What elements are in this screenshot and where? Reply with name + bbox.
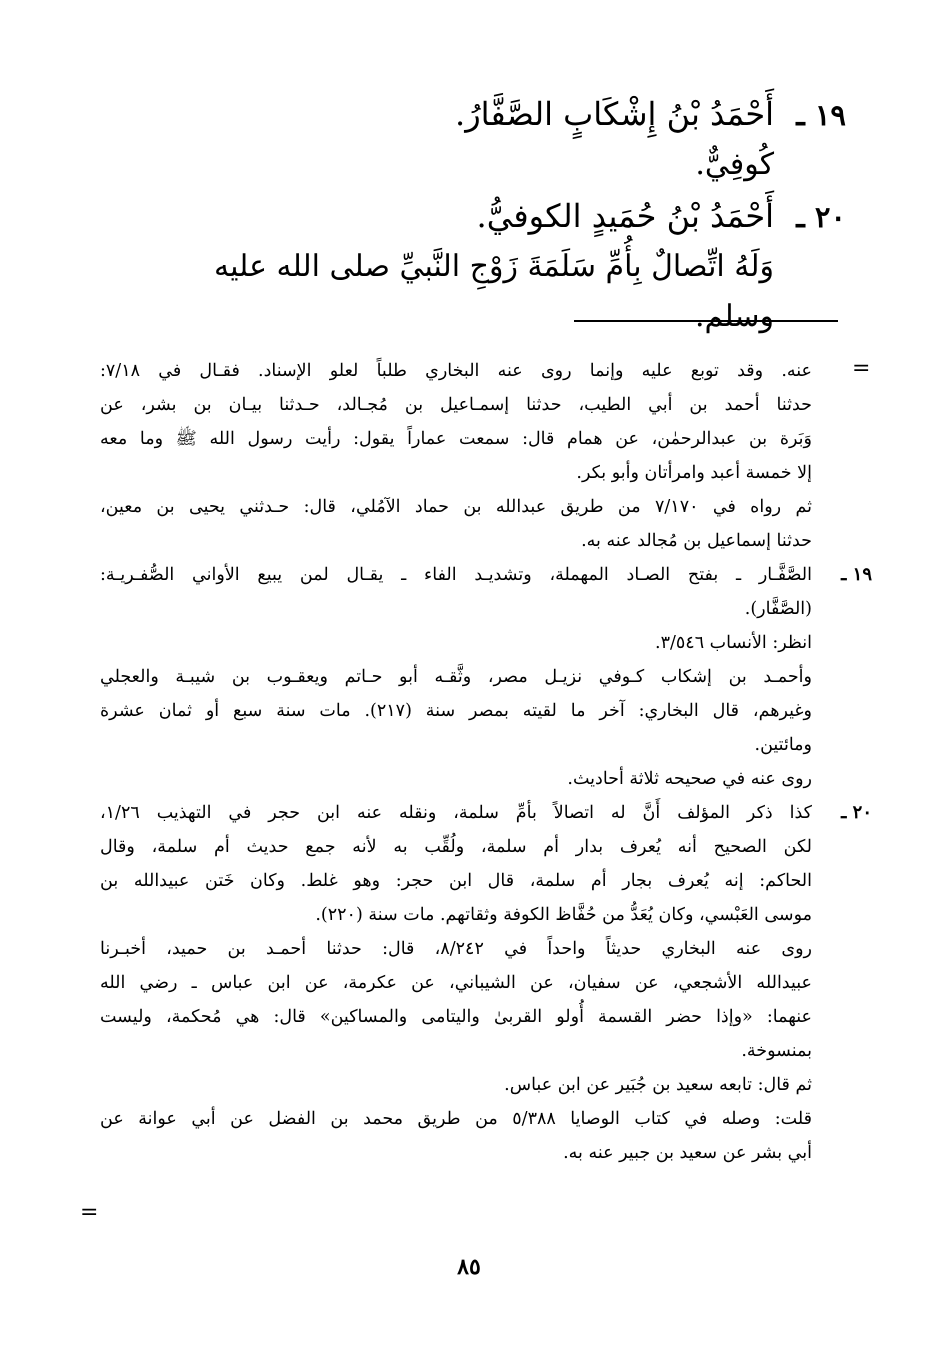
footnote-line: ثم رواه في ٧/١٧٠ من طريق عبدالله بن حماد الآمُلي، قال: حـدثني يحيى بن معين، xyxy=(100,497,812,517)
footnote-line: أبي بشر عن سعيد بن جبير عنه به. xyxy=(563,1143,812,1163)
footnote-paragraph xyxy=(100,762,812,796)
entry-title: أَحْمَدُ بْنُ إِشْكَابٍ الصَّفَّارُ. xyxy=(455,95,774,133)
footnote-line: عنه. وقد توبع عليه وإنما روى عنه البخاري طلباً لعلو الإسناد. فقـال في ٧/١٨: xyxy=(100,361,812,381)
entry-detail: كُوفِيٌّ. xyxy=(695,147,774,182)
footnote-line: قلت: وصله في كتاب الوصايا ٥/٣٨٨ من طريق محمد بن الفضل عن أبي عوانة عن xyxy=(100,1109,812,1129)
footnote-line: انظر: الأنساب ٣/٥٤٦. xyxy=(655,633,812,653)
footnote-line: إلا خمسة أعبد وامرأتان وأبو بكر. xyxy=(576,463,812,483)
entry-title: أَحْمَدُ بْنُ حُمَيدٍ الكوفيُّ. xyxy=(476,197,774,235)
footnote-line: عبيدالله الأشجعي، عن سفيان، عن الشيباني، عن عكرمة، عن ابن عباس ـ رضي الله xyxy=(100,973,812,993)
footnotes xyxy=(100,354,872,1170)
footnote-paragraph xyxy=(100,932,812,1068)
footnote-paragraph xyxy=(100,558,872,626)
footnote-line: وغيرهم، قال البخاري: آخر ما لقيته بمصر سنة (٢١٧). مات سنة سبع أو ثمان عشرة xyxy=(100,701,812,721)
footnote-line: الصَّفَّـار ـ بفتح الصـاد المهملة، وتشديـد الفاء ـ يقـال لمن يبيع الأواني الصُّفـريـة: xyxy=(100,565,812,585)
footnote-paragraph xyxy=(100,796,872,932)
page-number: ٨٥ xyxy=(457,1254,481,1280)
continuation-mark-bottom: = xyxy=(80,1200,99,1225)
footnote-paragraph xyxy=(100,490,812,558)
footnote-line: موسى العَبْسي، وكان يُعَدُّ من حُفَّاظ الكوفة وثقاتهم. مات سنة (٢٢٠). xyxy=(315,905,812,925)
footnote-paragraph xyxy=(100,354,812,490)
footnote-paragraph xyxy=(100,626,812,660)
footnote-line: وأحمـد بن إشكاب كـوفي نزيـل مصر، وثَّقـه أبو حـاتم ويعقـوب بن شيبـة والعجلي xyxy=(100,667,812,687)
entry-number: ١٩ ـ xyxy=(796,98,846,132)
footnote-line: روى عنه البخاري حديثاً واحداً في ٨/٢٤٢، قال: حدثنا أحمـد بن حميد، أخبـرنا xyxy=(100,939,813,959)
entry xyxy=(140,190,846,242)
main-entries xyxy=(140,88,846,342)
footnote-line: حدثنا أحمد بن أبي الطيب، حدثنا إسمـاعيل بن مُجـالد، حـدثنا بيـان بن بشر، عن xyxy=(100,395,812,415)
footnote-paragraph xyxy=(100,1068,812,1102)
footnote-line: روى عنه في صحيحه ثلاثة أحاديث. xyxy=(567,769,812,789)
entry-number: ٢٠ ـ xyxy=(796,200,846,234)
footnote-line: ومائتين. xyxy=(754,735,812,755)
footnote-divider xyxy=(574,320,838,322)
footnote-line: كذا ذكر المؤلف أَنَّ له اتصالاً بأمِّ سلمة، ونقله عنه ابن حجر في التهذيب ١/٢٦، xyxy=(100,803,812,823)
footnote-paragraph xyxy=(100,1102,812,1170)
footnote-line: ثم قال: تابعه سعيد بن جُبَير عن ابن عباس. xyxy=(504,1075,812,1095)
entry xyxy=(140,88,846,140)
footnote-line: وَبَرة بن عبدالرحمٰن، عن همام قال: سمعت عماراً يقول: رأيت رسول الله ﷺ وما معه xyxy=(100,429,812,449)
footnote-paragraph xyxy=(100,660,812,762)
footnote-line: (الصَّفَّار). xyxy=(744,599,812,619)
entry-detail: وَلَهُ اتِّصالٌ بِأُمِّ سَلَمَةَ زَوْجِ النَّبيِّ صلى الله عليه وسلم. xyxy=(214,249,774,334)
footnote-line: الحاكم: إنه يُعرف بجار أم سلمة، قال ابن حجر: وهو غلط. وكان خَتن عبيدالله بن xyxy=(100,871,812,891)
footnote-line: بمنسوخة. xyxy=(741,1041,812,1061)
footnote-number: ١٩ ـ xyxy=(841,564,872,585)
continuation-mark-top: = xyxy=(852,356,871,381)
footnote-line: لكن الصحيح أنه يُعرف بدار أم سلمة، ولُقِّب به لأنه جمع حديث أم سلمة، وقال xyxy=(100,837,812,857)
footnote-number: ٢٠ ـ xyxy=(841,802,872,823)
footnote-line: حدثنا إسماعيل بن مُجالد عنه به. xyxy=(581,531,812,551)
footnote-line: عنهما: «وإذا حضر القسمة أُولو القربىٰ واليتامى والمساكين» قال: هي مُحكمة، وليست xyxy=(100,1007,812,1027)
